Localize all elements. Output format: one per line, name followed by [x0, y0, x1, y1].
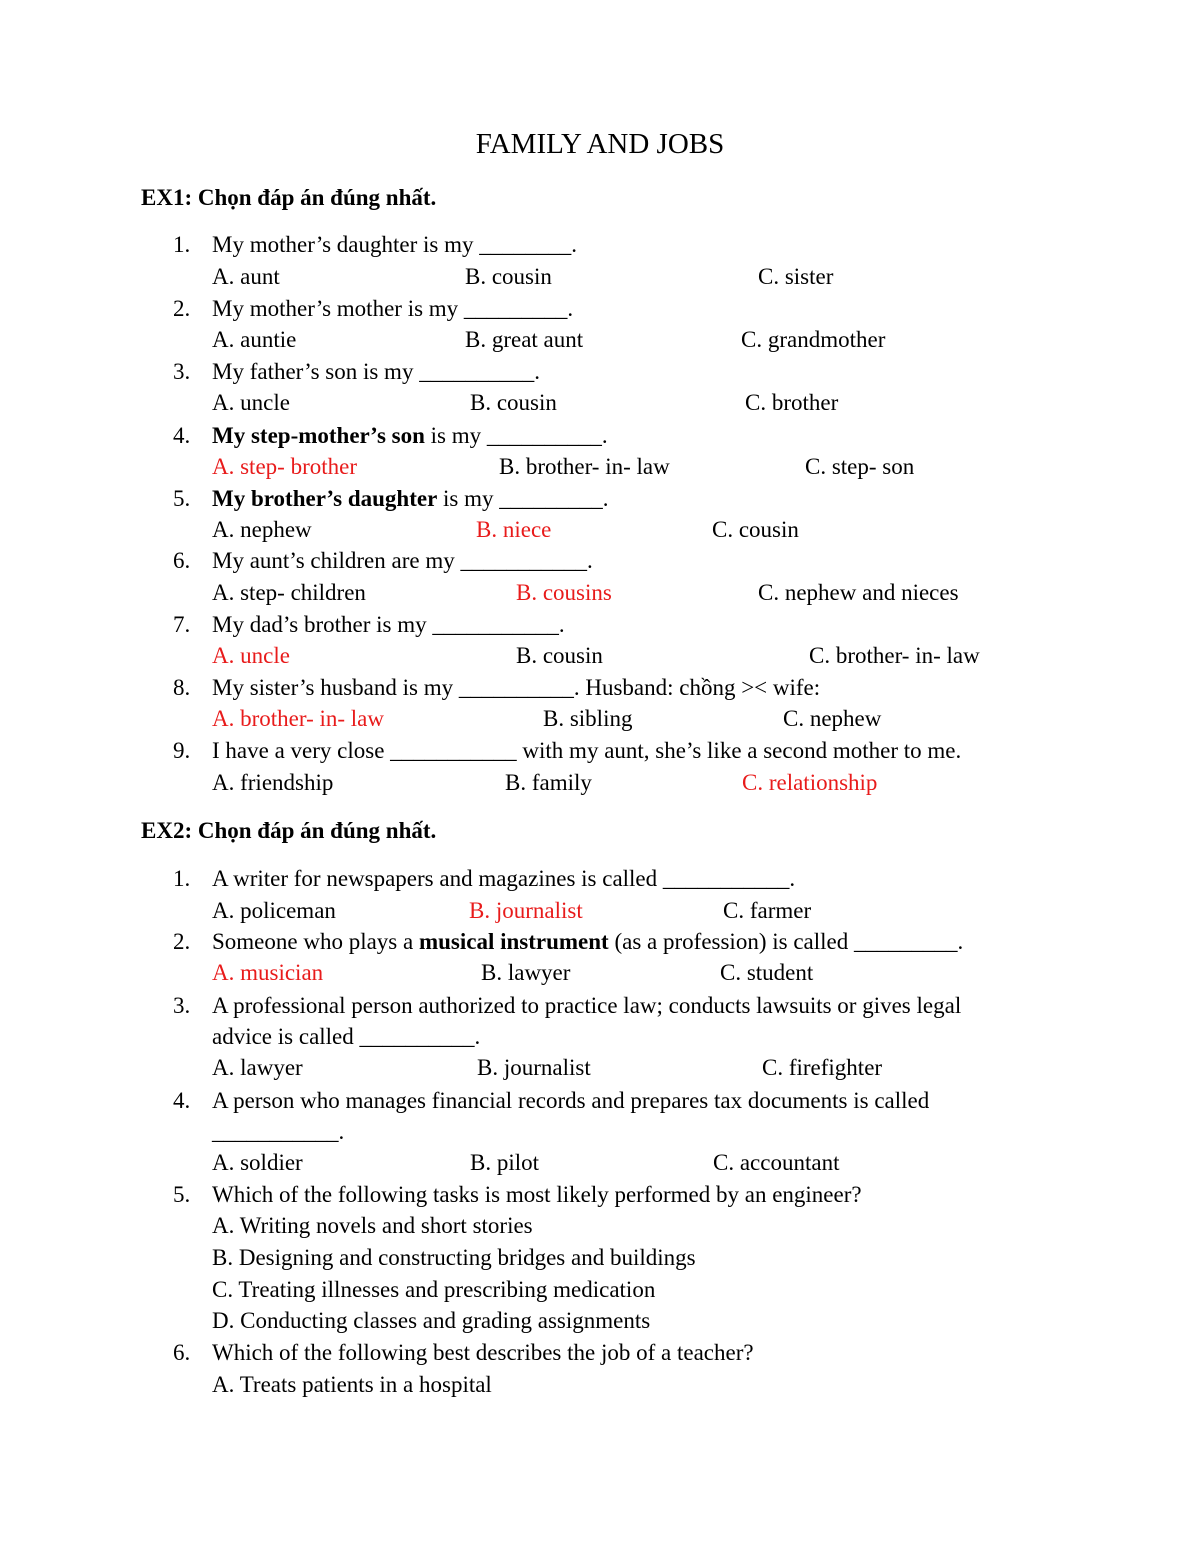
ex1-q2-option-b: B. great aunt [465, 327, 584, 352]
ex2-q6-text: Which of the following best describes the job of a teacher? [212, 1340, 754, 1365]
ex1-q6-number: 6. [173, 548, 191, 573]
ex1-q7-text: My dad’s brother is my ___________. [212, 612, 565, 637]
ex1-q3-option-c: C. brother [745, 390, 839, 415]
ex1-q4-bold-phrase: My step-mother’s son [212, 423, 425, 448]
ex2-q2-option-a-answer: A. musician [212, 960, 324, 985]
ex2-q4-number: 4. [173, 1088, 191, 1113]
ex2-q5-option-d: D. Conducting classes and grading assignments [212, 1308, 651, 1333]
ex1-q6-option-c: C. nephew and nieces [758, 580, 959, 605]
ex1-q3-option-b: B. cousin [470, 390, 557, 415]
ex1-q4-option-c: C. step- son [805, 454, 915, 479]
ex1-q2-text: My mother’s mother is my _________. [212, 296, 574, 321]
ex1-q8-text: My sister’s husband is my __________. Husband: chồng >< wife: [212, 675, 821, 700]
ex2-q4-text-line2: ___________. [212, 1119, 345, 1144]
ex2-q4-option-c: C. accountant [713, 1150, 840, 1175]
ex2-q5-number: 5. [173, 1182, 191, 1207]
ex2-q3-text-line2: advice is called __________. [212, 1024, 481, 1049]
ex1-q6-option-b-answer: B. cousins [516, 580, 612, 605]
ex2-q2-rest: (as a profession) is called _________. [608, 929, 964, 954]
ex1-q6-option-a: A. step- children [212, 580, 366, 605]
ex2-q1-number: 1. [173, 866, 191, 891]
ex1-q4-text [212, 421, 608, 451]
ex2-q4-option-a: A. soldier [212, 1150, 303, 1175]
ex1-q3-option-a: A. uncle [212, 390, 290, 415]
ex1-q7-option-a-answer: A. uncle [212, 643, 290, 668]
ex2-q2-option-b: B. lawyer [481, 960, 571, 985]
ex1-q2-option-a: A. auntie [212, 327, 297, 352]
ex1-q5-option-a: A. nephew [212, 517, 312, 542]
ex2-q2-number: 2. [173, 929, 191, 954]
ex1-q3-text: My father’s son is my __________. [212, 359, 540, 384]
ex1-q4-option-b: B. brother- in- law [499, 454, 670, 479]
page-title: FAMILY AND JOBS [475, 128, 725, 160]
ex2-q1-option-c: C. farmer [723, 898, 812, 923]
ex2-q1-option-a: A. policeman [212, 898, 336, 923]
ex2-q1-option-b-answer: B. journalist [469, 898, 583, 923]
ex2-q5-option-a: A. Writing novels and short stories [212, 1213, 533, 1238]
ex1-q8-option-a-answer: A. brother- in- law [212, 706, 384, 731]
ex1-q5-rest: is my _________. [437, 486, 609, 511]
ex2-q3-option-a: A. lawyer [212, 1055, 303, 1080]
ex1-heading: EX1: Chọn đáp án đúng nhất. [141, 185, 437, 210]
ex2-q3-option-c: C. firefighter [762, 1055, 883, 1080]
ex2-q6-number: 6. [173, 1340, 191, 1365]
ex1-q7-option-c: C. brother- in- law [809, 643, 980, 668]
ex1-q9-number: 9. [173, 738, 191, 763]
ex1-q9-option-b: B. family [505, 770, 592, 795]
ex2-q2-text [212, 927, 963, 957]
ex2-q5-option-c: C. Treating illnesses and prescribing medication [212, 1277, 656, 1302]
ex1-q5-bold-phrase: My brother’s daughter [212, 486, 438, 511]
ex2-q3-number: 3. [173, 993, 191, 1018]
ex2-q5-option-b: B. Designing and constructing bridges and buildings [212, 1245, 696, 1270]
ex2-q3-option-b: B. journalist [477, 1055, 591, 1080]
ex2-heading: EX2: Chọn đáp án đúng nhất. [141, 818, 437, 843]
ex1-q7-option-b: B. cousin [516, 643, 603, 668]
ex1-q1-text: My mother’s daughter is my ________. [212, 232, 577, 257]
ex1-q5-option-c: C. cousin [712, 517, 799, 542]
ex1-q3-number: 3. [173, 359, 191, 384]
ex1-q2-option-c: C. grandmother [741, 327, 886, 352]
ex1-q7-number: 7. [173, 612, 191, 637]
ex1-q8-option-b: B. sibling [543, 706, 633, 731]
ex1-q1-option-c: C. sister [758, 264, 834, 289]
ex2-q4-text-line1: A person who manages financial records and prepares tax documents is called [212, 1088, 930, 1113]
ex1-q4-rest: is my __________. [424, 423, 608, 448]
ex1-q1-number: 1. [173, 232, 191, 257]
ex2-q4-option-b: B. pilot [470, 1150, 540, 1175]
ex1-q9-text: I have a very close ___________ with my aunt, she’s like a second mother to me. [212, 738, 962, 763]
ex1-q6-text: My aunt’s children are my ___________. [212, 548, 593, 573]
ex2-q2-bold-phrase: musical instrument [418, 929, 609, 954]
ex1-q9-option-c-answer: C. relationship [742, 770, 878, 795]
ex1-q4-option-a-answer: A. step- brother [212, 454, 357, 479]
ex1-q8-number: 8. [173, 675, 191, 700]
ex1-q9-option-a: A. friendship [212, 770, 334, 795]
ex1-q5-number: 5. [173, 486, 191, 511]
ex1-q1-option-a: A. aunt [212, 264, 280, 289]
ex1-q5-text [212, 484, 609, 514]
ex1-q2-number: 2. [173, 296, 191, 321]
ex2-q5-text: Which of the following tasks is most likely performed by an engineer? [212, 1182, 862, 1207]
ex2-q2-option-c: C. student [720, 960, 814, 985]
ex1-q4-number: 4. [173, 423, 191, 448]
ex2-q6-option-a: A. Treats patients in a hospital [212, 1372, 492, 1397]
ex1-q1-option-b: B. cousin [465, 264, 552, 289]
ex1-q8-option-c: C. nephew [783, 706, 882, 731]
ex2-q2-pre: Someone who plays a [212, 929, 419, 954]
ex1-q5-option-b-answer: B. niece [476, 517, 552, 542]
ex2-q1-text: A writer for newspapers and magazines is called ___________. [212, 866, 796, 891]
ex2-q3-text-line1: A professional person authorized to practice law; conducts lawsuits or gives legal [212, 993, 962, 1018]
